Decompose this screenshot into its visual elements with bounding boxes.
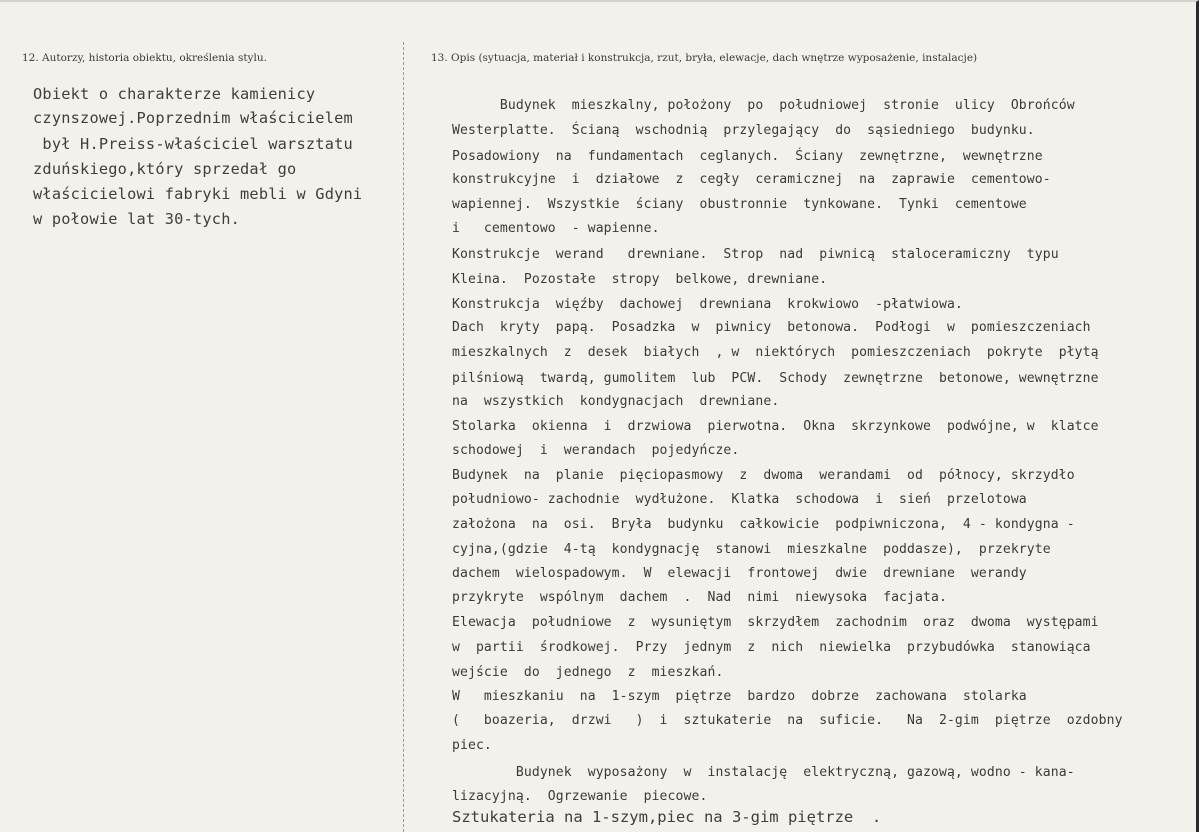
history-line: czynszowej.Poprzednim właścicielem [33, 109, 353, 127]
history-line: był H.Preiss-właściciel warsztatu [33, 135, 353, 153]
history-line: Obiekt o charakterze kamienicy [33, 85, 316, 103]
description-line: Budynek wyposażony w instalację elektryczną, gazową, wodno - kana- [452, 765, 1075, 780]
description-line: na wszystkich kondygnacjach drewniane. [452, 394, 780, 409]
section-12-header: 12. Autorzy, historia obiektu, określenia stylu. [22, 52, 267, 64]
description-line: dachem wielospadowym. W elewacji frontowej dwie drewniane werandy [452, 566, 1027, 581]
description-line: założona na osi. Bryła budynku całkowicie podpiwniczona, 4 - kondygna - [452, 517, 1075, 532]
description-line: Dach kryty papą. Posadzka w piwnicy betonowa. Podłogi w pomieszczeniach [452, 320, 1091, 335]
description-line: wapiennej. Wszystkie ściany obustronnie tynkowane. Tynki cementowe [452, 197, 1027, 212]
description-line: konstrukcyjne i działowe z cegły ceramicznej na zaprawie cementowo- [452, 172, 1051, 187]
description-line: Konstrukcje werand drewniane. Strop nad piwnicą staloceramiczny typu [452, 247, 1059, 262]
section-13-header: 13. Opis (sytuacja, materiał i konstrukcja, rzut, bryła, elewacje, dach wnętrze wyposażenie, instalacje) [431, 52, 978, 64]
description-line: w partii środkowej. Przy jednym z nich niewielka przybudówka stanowiąca [452, 640, 1091, 655]
description-line: Westerplatte. Ścianą wschodnią przylegający do sąsiedniego budynku. [452, 123, 1035, 138]
description-line: Budynek na planie pięciopasmowy z dwoma werandami od północy, skrzydło [452, 468, 1075, 483]
description-line: Stolarka okienna i drzwiowa pierwotna. Okna skrzynkowe podwójne, w klatce [452, 419, 1099, 434]
description-line: W mieszkaniu na 1-szym piętrze bardzo dobrze zachowana stolarka [452, 689, 1027, 704]
description-line: Posadowiony na fundamentach ceglanych. Ściany zewnętrzne, wewnętrzne [452, 149, 1043, 164]
description-line: Kleina. Pozostałe stropy belkowe, drewniane. [452, 272, 828, 287]
description-line: mieszkalnych z desek białych , w niektórych pomieszczeniach pokryte płytą [452, 345, 1099, 360]
description-line: i cementowo - wapienne. [452, 221, 660, 236]
description-line: wejście do jednego z mieszkań. [452, 665, 724, 680]
description-line: Budynek mieszkalny, położony po południowej stronie ulicy Obrońców [452, 98, 1075, 113]
description-line: schodowej i werandach pojedyńcze. [452, 443, 740, 458]
history-line: zduńskiego,który sprzedał go [33, 160, 297, 178]
history-line: w połowie lat 30-tych. [33, 210, 241, 228]
description-line: ( boazeria, drzwi ) i sztukaterie na suficie. Na 2-gim piętrze ozdobny [452, 713, 1123, 728]
description-line: lizacyjną. Ogrzewanie piecowe. [452, 789, 708, 804]
description-line: pilśniową twardą, gumolitem lub PCW. Schody zewnętrzne betonowe, wewnętrzne [452, 371, 1099, 386]
description-line: południowo- zachodnie wydłużone. Klatka schodowa i sień przelotowa [452, 492, 1027, 507]
description-line: piec. [452, 738, 492, 753]
history-line: właścicielowi fabryki mebli w Gdyni [33, 185, 363, 203]
added-note-line: Sztukateria na 1-szym,piec na 3-gim piętrze . [452, 808, 882, 826]
column-divider [403, 42, 404, 832]
description-line: przykryte wspólnym dachem . Nad nimi niewysoka facjata. [452, 590, 947, 605]
description-line: Konstrukcja więźby dachowej drewniana krokwiowo -płatwiowa. [452, 297, 963, 312]
description-line: Elewacja południowe z wysuniętym skrzydłem zachodnim oraz dwoma występami [452, 615, 1099, 630]
description-line: cyjna,(gdzie 4-tą kondygnację stanowi mieszkalne poddasze), przekryte [452, 542, 1051, 557]
